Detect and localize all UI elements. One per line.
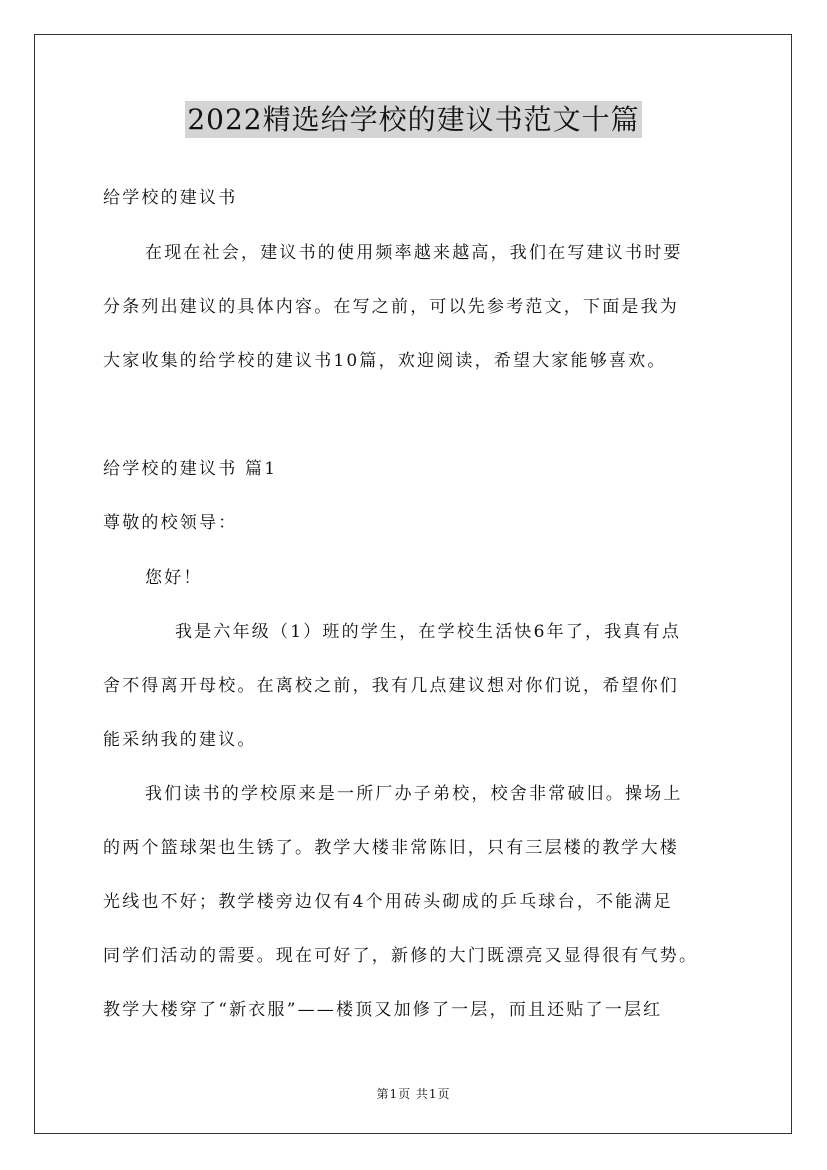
intro-line-3: 大家收集的给学校的建议书10篇，欢迎阅读，希望大家能够喜欢。 bbox=[103, 351, 667, 371]
para1-line-1: 我是六年级（1）班的学生，在学校生活快6年了，我真有点 bbox=[175, 622, 682, 642]
intro-line-1: 在现在社会，建议书的使用频率越来越高，我们在写建议书时要 bbox=[145, 243, 683, 263]
para2-line-2: 的两个篮球架也生锈了。教学大楼非常陈旧，只有三层楼的教学大楼 bbox=[103, 838, 679, 858]
para2-line-5: 教学大楼穿了“新衣服”——楼顶又加修了一层，而且还贴了一层红 bbox=[103, 1000, 663, 1020]
para2-line-3: 光线也不好；教学楼旁边仅有4个用砖头砌成的乒乓球台，不能满足 bbox=[103, 892, 673, 912]
page-footer: 第1页 共1页 bbox=[376, 1087, 451, 1101]
document-heading: 给学校的建议书 bbox=[103, 188, 238, 208]
salutation: 尊敬的校领导： bbox=[103, 513, 238, 533]
intro-line-2: 分条列出建议的具体内容。在写之前，可以先参考范文，下面是我为 bbox=[103, 297, 679, 317]
section-heading: 给学校的建议书 篇1 bbox=[103, 459, 278, 479]
para1-line-2: 舍不得离开母校。在离校之前，我有几点建议想对你们说，希望你们 bbox=[103, 676, 679, 696]
para2-line-1: 我们读书的学校原来是一所厂办子弟校，校舍非常破旧。操场上 bbox=[145, 784, 683, 804]
document-title-text: 2022精选给学校的建议书范文十篇 bbox=[187, 103, 640, 136]
para2-line-4: 同学们活动的需要。现在可好了，新修的大门既漂亮又显得很有气势。 bbox=[103, 946, 699, 966]
greeting: 您好！ bbox=[145, 568, 203, 588]
para1-line-3: 能采纳我的建议。 bbox=[103, 730, 257, 750]
document-title bbox=[0, 98, 827, 138]
